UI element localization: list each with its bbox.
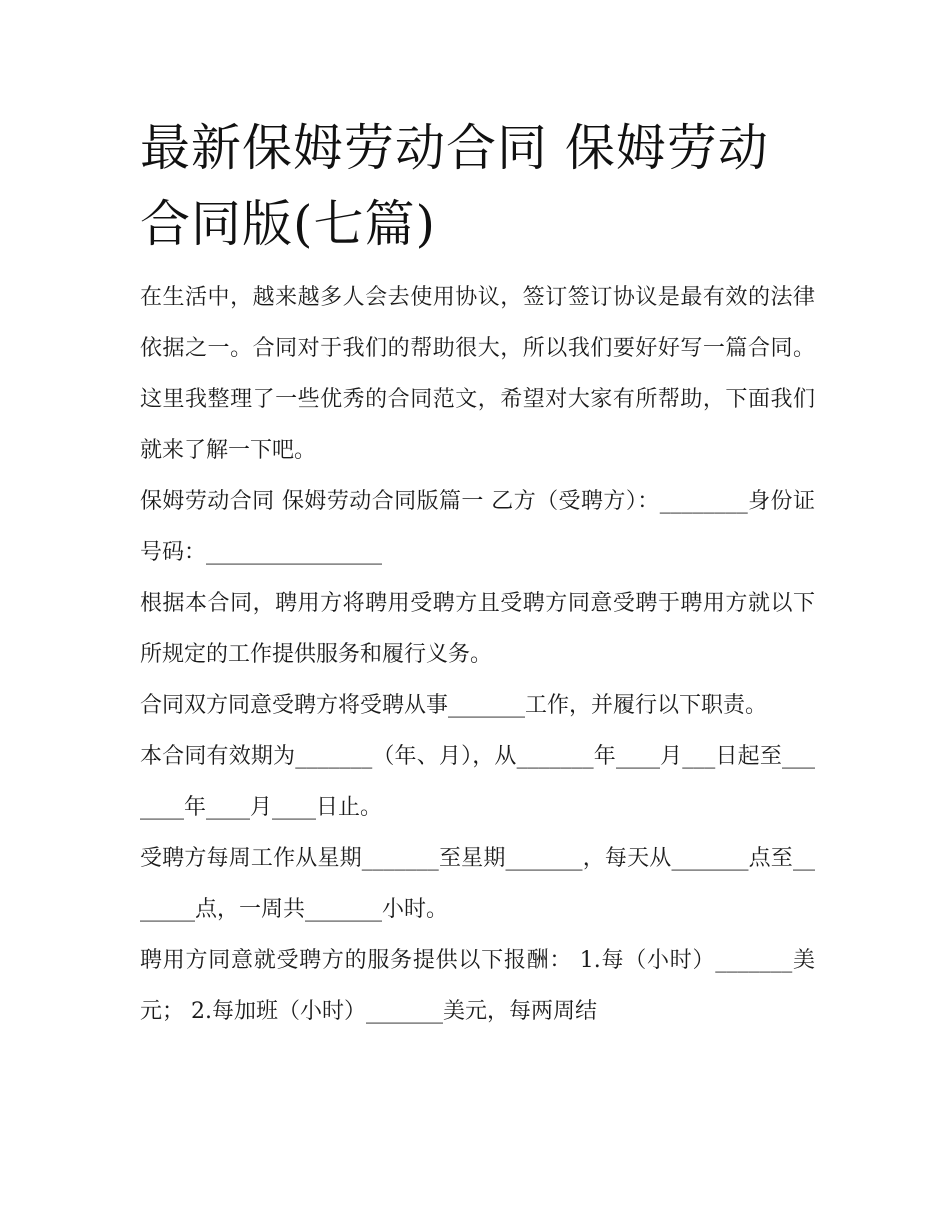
- document-title: 最新保姆劳动合同 保姆劳动合同版(七篇): [140, 119, 769, 253]
- employment-paragraph: 根据本合同，聘用方将聘用受聘方且受聘方同意受聘于聘用方就以下所规定的工作提供服务和履行义务。: [140, 591, 815, 667]
- intro-paragraph: 在生活中，越来越多人会去使用协议，签订签订协议是最有效的法律依据之一。合同对于我们的帮助很大，所以我们要好好写一篇合同。这里我整理了一些优秀的合同范文，希望对大家有所帮助，下面我们就来了解一下吧。: [140, 285, 815, 463]
- term-paragraph: 本合同有效期为_______（年、月），从_______年____月___日起至_______年____月____日止。: [140, 744, 815, 820]
- party-b-paragraph: 保姆劳动合同 保姆劳动合同版篇一 乙方（受聘方）：________身份证号码：________________: [140, 489, 815, 565]
- compensation-paragraph: 聘用方同意就受聘方的服务提供以下报酬： 1.每（小时）_______美元； 2.每加班（小时）_______美元，每两周结: [140, 948, 815, 1024]
- document-body: [140, 110, 815, 1037]
- work-hours-paragraph: 受聘方每周工作从星期_______至星期_______，每天从_______点至_______点，一周共_______小时。: [140, 846, 815, 922]
- duties-paragraph: 合同双方同意受聘方将受聘从事_______工作，并履行以下职责。: [140, 693, 768, 718]
